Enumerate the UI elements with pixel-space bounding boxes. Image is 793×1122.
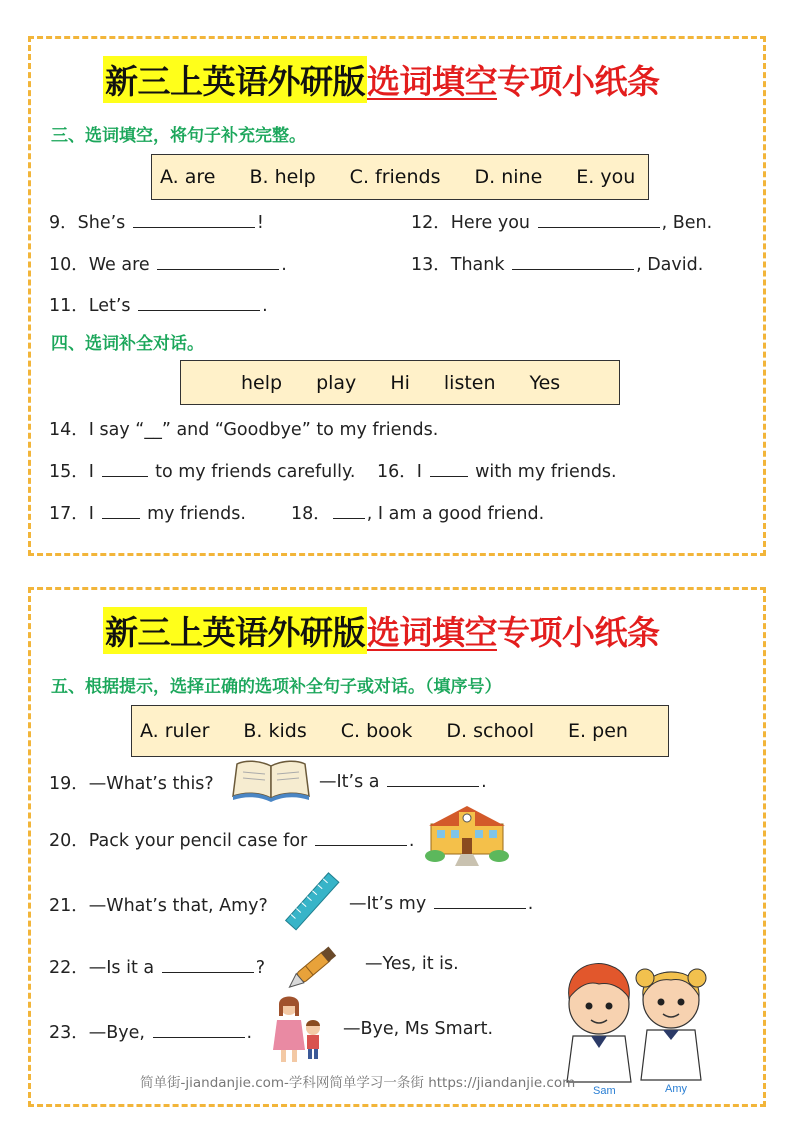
school-icon [425, 802, 509, 868]
question-15: 15．I to my friends carefully. [49, 462, 356, 482]
option: B. kids [243, 720, 307, 742]
section-3-heading: 三、选词填空，将句子补充完整。 [51, 126, 306, 146]
question-22: 22．—Is it a ? [49, 958, 265, 978]
question-19: 19．—What’s this? [49, 774, 214, 794]
answer-blank[interactable] [387, 770, 479, 787]
option: A. ruler [140, 720, 210, 742]
option: Yes [529, 371, 561, 394]
section-4-heading: 四、选词补全对话。 [51, 334, 204, 354]
question-17: 17．I my friends. [49, 504, 246, 524]
answer-blank[interactable] [430, 460, 468, 477]
option: B. help [249, 166, 316, 188]
kid-name-amy: Amy [665, 1083, 687, 1095]
question-23: 23．—Bye, . [49, 1023, 253, 1043]
question-10: 10．We are . [49, 255, 287, 275]
question-9: 9．She’s ! [49, 213, 264, 233]
option: D. school [446, 720, 535, 742]
question-19-answer: —It’s a . [319, 772, 487, 792]
footer-watermark: 简单街-jiandanjie.com-学科网简单学习一条街 https://jiandanjie.com [140, 1075, 576, 1091]
option: help [241, 371, 283, 394]
title-highlight: 新三上英语外研版 [103, 607, 367, 654]
question-12: 12．Here you , Ben. [411, 213, 713, 233]
answer-blank[interactable] [434, 892, 526, 909]
option: A. are [160, 166, 216, 188]
kid-name-sam: Sam [593, 1085, 616, 1097]
question-14: 14．I say “__” and “Goodbye” to my friends. [49, 420, 439, 440]
question-23-answer: —Bye, Ms Smart. [343, 1019, 494, 1039]
title-red: 专项小纸条 [497, 612, 660, 652]
option: play [316, 371, 357, 394]
title-underlined: 选词填空 [367, 61, 497, 101]
question-20: 20．Pack your pencil case for . [49, 831, 415, 851]
option: Hi [390, 371, 410, 394]
title-red: 专项小纸条 [497, 61, 660, 101]
book-icon [231, 758, 311, 804]
answer-blank[interactable] [138, 294, 260, 311]
option: D. nine [474, 166, 543, 188]
question-13: 13．Thank , David. [411, 255, 704, 275]
answer-blank[interactable] [157, 253, 279, 270]
answer-blank[interactable] [133, 211, 255, 228]
word-bank-4 [180, 360, 620, 405]
card-title [103, 602, 660, 658]
title-highlight: 新三上英语外研版 [103, 56, 367, 103]
answer-blank[interactable] [102, 502, 140, 519]
answer-blank[interactable] [538, 211, 660, 228]
option: C. friends [349, 166, 441, 188]
section-5-heading: 五、根据提示，选择正确的选项补全句子或对话。（填序号） [51, 677, 502, 697]
worksheet-card-1 [28, 36, 766, 556]
word-bank-5 [131, 705, 669, 757]
option: listen [443, 371, 496, 394]
answer-blank[interactable] [512, 253, 634, 270]
option: E. you [576, 166, 636, 188]
answer-blank[interactable] [162, 956, 254, 973]
title-underlined: 选词填空 [367, 612, 497, 652]
pen-icon [287, 934, 347, 992]
card-title [103, 51, 660, 107]
answer-blank[interactable] [153, 1021, 245, 1038]
kids-illustration [551, 952, 721, 1098]
question-18: 18． , I am a good friend. [291, 504, 545, 524]
option: C. book [340, 720, 413, 742]
answer-blank[interactable] [333, 502, 365, 519]
answer-blank[interactable] [315, 829, 407, 846]
option: E. pen [568, 720, 628, 742]
worksheet-card-2 [28, 587, 766, 1107]
teacher-and-kid-icon [269, 994, 327, 1064]
question-22-answer: —Yes, it is. [365, 954, 459, 974]
question-16: 16．I with my friends. [377, 462, 617, 482]
answer-blank[interactable] [102, 460, 148, 477]
question-21: 21．—What’s that, Amy? [49, 896, 268, 916]
question-11: 11．Let’s . [49, 296, 268, 316]
word-bank-3 [151, 154, 649, 200]
ruler-icon [283, 870, 343, 934]
question-21-answer: —It’s my . [349, 894, 534, 914]
